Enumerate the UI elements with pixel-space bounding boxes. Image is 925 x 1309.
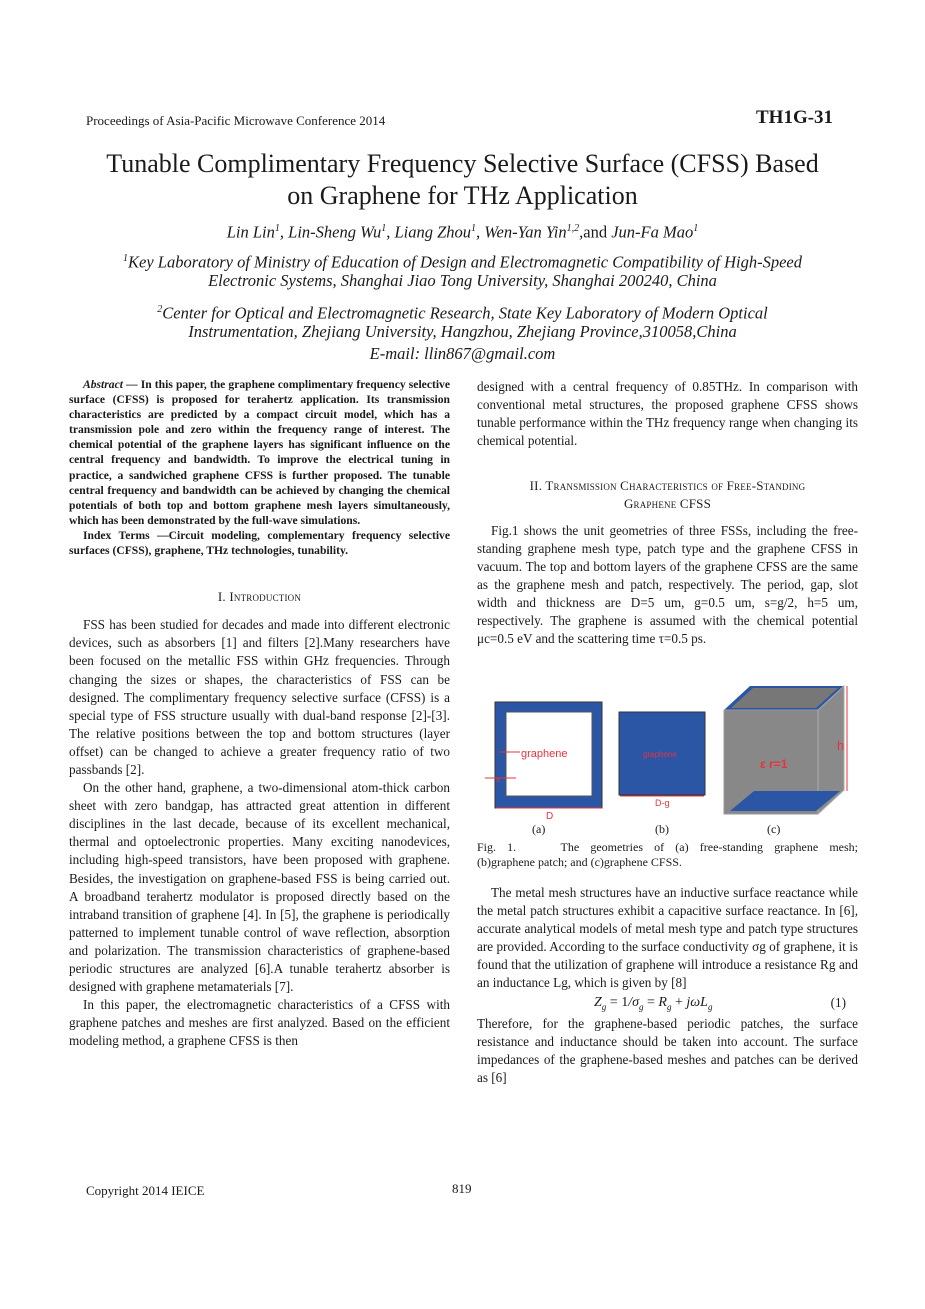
author: Jun-Fa Mao <box>611 222 694 242</box>
section-2-heading-line2: Graphene CFSS <box>623 496 712 512</box>
equation-1 <box>477 993 858 1015</box>
equation-number: (1) <box>830 994 846 1010</box>
paper-id: TH1G-31 <box>756 107 834 128</box>
paragraph: Therefore, for the graphene-based periodic patches, the surface resistance and inductance should be taken into account. The surface impedances of the graphene-based meshes and patches can be derived as [6] <box>477 1015 858 1085</box>
aff-text: Center for Optical and Electromagnetic Research, State Key Laboratory of Modern Optical <box>162 303 768 323</box>
email: E-mail: llin867@gmail.com <box>369 344 556 363</box>
copyright: Copyright 2014 IEICE <box>86 1183 205 1198</box>
section-2-heading-line1: II. Transmission Characteristics of Free-Standing <box>529 478 806 494</box>
Dg-label: D-g <box>655 798 670 808</box>
aff-sup: 1 <box>471 223 477 234</box>
paragraph: designed with a central frequency of 0.85THz. In comparison with conventional metal structures, the proposed graphene CFSS shows tunable performance within the THz frequency range when changing its chemical potential. <box>477 379 858 449</box>
figure-1 <box>480 680 860 840</box>
author: Lin-Sheng Wu <box>288 222 382 242</box>
aff-sup: 1,2 <box>566 223 580 234</box>
aff-sup: 1 <box>123 253 128 264</box>
left-column <box>69 377 450 1050</box>
paper-title-line2: on Graphene for THz Application <box>287 181 638 210</box>
graphene-patch-diagram <box>619 712 705 808</box>
equation-body: $Z_g = 1/\sigma_g = R_g + j\omega L_g$ <box>594 994 713 1012</box>
D-label: D <box>546 811 554 822</box>
paragraph: On the other hand, graphene, a two-dimensional atom-thick carbon sheet with zero bandgap, has attracted great attention in different disciplines in the last decade, because of its excellent mechanical, thermal and optoelectronic properties. Many exciting nanodevices, including high-speed transistors, have been proposed with graphene. Besides, the investigation on graphene-based FSS is being carried out. A broadband terahertz modulator is proposed directly based on the intraband transition of graphene [4]. In [5], the graphene is periodically patterned to implement tunable control of wave reflection, absorption and polarization. The transmission characteristics of graphene-based periodic structures are analyzed [6].A tunable terahertz absorber is designed with graphene metamaterials [7]. <box>69 780 450 995</box>
abstract-text: — In this paper, the graphene complimentary frequency selective surface (CFSS) is proposed for terahertz application. Its transmission characteristics are predicted by a compact circuit model, which has a transmission pole and zero within the frequency range of interest. The chemical potential of the graphene layers has significant influence on the central frequency and bandwidth. To improve the electrical tuning in practice, a sandwiched graphene CFSS is further proposed. The tunable central frequency and bandwidth can be achieved by changing the chemical potentials of both top and bottom graphene mesh layers simultaneously, which has been demonstrated by the full-wave simulations. <box>69 378 450 527</box>
author: Liang Zhou <box>394 222 472 242</box>
section-number: I. <box>217 589 230 605</box>
s-label: s <box>496 775 500 784</box>
author: Wen-Yan Yin <box>484 222 567 242</box>
author-list: Lin Lin$^1$, Lin-Sheng Wu$^1$, Liang Zhou$^1$, Wen-Yan Yin$^{1,2}$,and Jun-Fa Mao$^1$ <box>226 222 699 242</box>
graphene-label-a: graphene <box>521 748 568 760</box>
caption-line1: Fig. 1. The geometries of (a) free-standing graphene mesh; <box>477 840 858 854</box>
affiliation-1-line2: Electronic Systems, Shanghai Jiao Tong University, Shanghai 200240, China <box>208 271 717 290</box>
paragraph: Fig.1 shows the unit geometries of three FSSs, including the free-standing graphene mesh type, patch type and the graphene CFSS in vacuum. The top and bottom layers of the graphene CFSS are the same as the graphene mesh and patch, respectively. The period, gap, slot width and thickness are D=5 um, g=0.5 um, s=g/2, h=5 um, respectively. The graphene is assumed with the chemical potential μc=0.5 eV and the scattering time τ=0.5 ps. <box>477 522 858 647</box>
graphene-cfss-diagram <box>724 686 847 814</box>
section-title: Introduction <box>229 589 302 605</box>
aff-sup: 2 <box>157 304 163 315</box>
affiliation-2-line2: Instrumentation, Zhejiang University, Hangzhou, Zhejiang Province,310058,China <box>188 322 737 341</box>
subfig-a: (a) <box>532 822 546 836</box>
page-number: 819 <box>452 1181 472 1196</box>
and-text: and <box>583 222 608 242</box>
right-column-lower <box>477 884 858 1087</box>
aff-text: Key Laboratory of Ministry of Education of Design and Electromagnetic Compatibility of High-Speed <box>128 252 802 272</box>
aff-sup: 1 <box>274 223 280 234</box>
abstract <box>69 377 450 558</box>
author: Lin Lin <box>226 222 275 242</box>
caption-line2: (b)graphene patch; and (c)graphene CFSS. <box>477 855 682 869</box>
aff-sup: 1 <box>381 223 387 234</box>
right-column <box>477 378 858 648</box>
paragraph: The metal mesh structures have an inductive surface reactance while the metal patch structures exhibit a capacitive surface reactance. In [6], accurate analytical models of metal mesh type and patch type structures are provided. According to the surface conductivity σg of graphene, it is found that the utilization of graphene will introduce a resistance Rg and an inductance Lg, which is given by [8] <box>477 885 858 991</box>
paragraph: In this paper, the electromagnetic characteristics of a CFSS with graphene patches and meshes are first analyzed. Based on the efficient modeling method, a graphene CFSS is then <box>69 997 450 1049</box>
h-label: h <box>837 738 845 753</box>
proceedings-header: Proceedings of Asia-Pacific Microwave Conference 2014 <box>86 113 386 128</box>
subfig-c: (c) <box>767 822 781 836</box>
abstract-label: Abstract <box>83 378 123 391</box>
subfig-b: (b) <box>655 822 669 836</box>
paragraph: FSS has been studied for decades and made into different electronic devices, such as absorbers [1] and filters [2].Many researchers have been focused on the metallic FSS within GHz frequencies. Through changing the sizes or shapes, the characteristics of FSS can be designed. The complimentary frequency selective surface (CFSS) is a special type of FSS structure usually with dual-band response [2]-[3]. The relative positions between the top and bottom structures (layer offset) can be changed to achieve a greater frequency ratio of two passbands [2]. <box>69 617 450 777</box>
graphene-label-b: graphene <box>643 750 677 759</box>
paper-title-line1: Tunable Complimentary Frequency Selective Surface (CFSS) Based <box>106 149 819 178</box>
aff-sup: 1 <box>693 223 699 234</box>
epsilon-label: ε r=1 <box>760 757 788 771</box>
graphene-mesh-diagram <box>485 702 602 822</box>
figure-caption <box>477 840 858 870</box>
section-1-heading <box>69 588 450 606</box>
index-terms: Index Terms —Circuit modeling, complementary frequency selective surfaces (CFSS), graphene, THz technologies, tunability. <box>69 528 450 558</box>
